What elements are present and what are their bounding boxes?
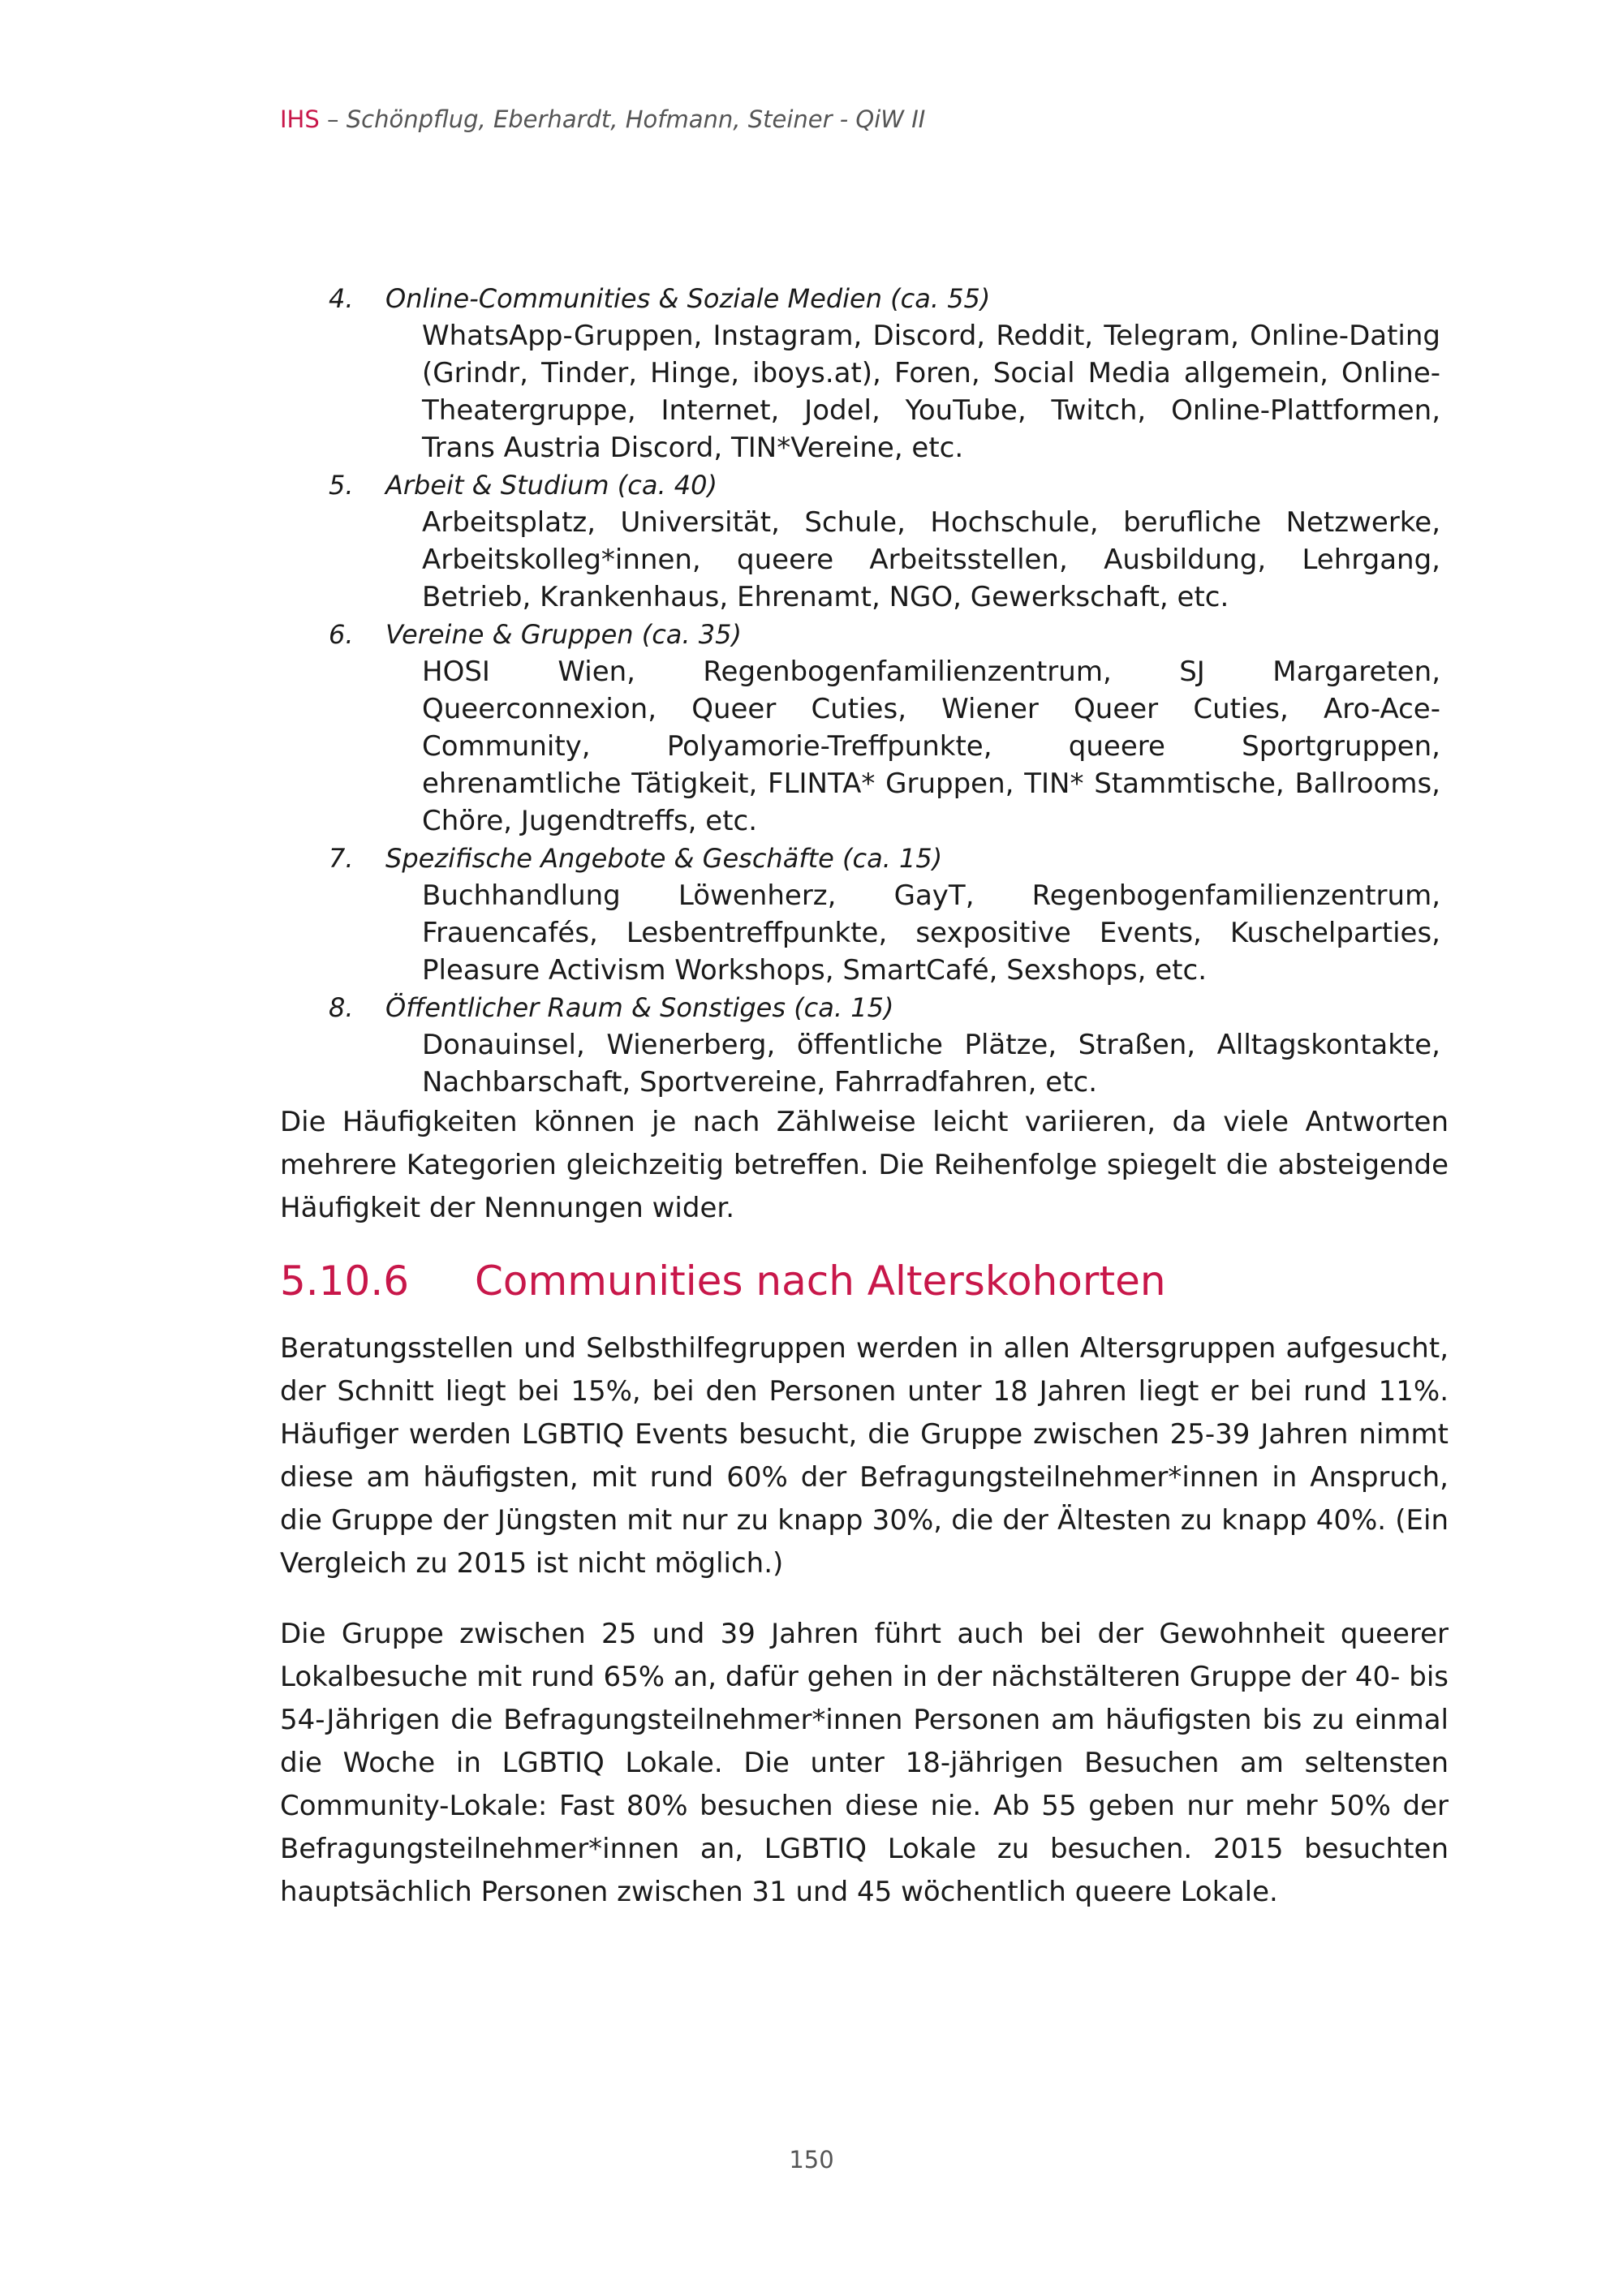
category-heading <box>280 840 1449 877</box>
category-heading <box>280 989 1449 1026</box>
category-heading <box>280 616 1449 653</box>
category-number: 7. <box>329 843 354 874</box>
category-title: Öffentlicher Raum & Sonstiges (ca. 15) <box>385 992 894 1023</box>
category-body: HOSI Wien, Regenbogenfamilienzentrum, SJ Margareten, Queerconnexion, Queer Cuties, Wiener Queer Cuties, Aro-Ace-Community, Polyamorie-Treffpunkte, queere Sportgruppen, ehrenamtliche Tätigkeit, FLINTA* Gruppen, TIN* Stammtische, Ballrooms, Chöre, Jugendtreffs, etc. <box>422 656 1440 837</box>
header-org: IHS <box>280 105 320 133</box>
section-number: 5.10.6 <box>280 1258 410 1305</box>
category-heading <box>280 467 1449 504</box>
category-heading <box>280 280 1449 317</box>
header-separator: – <box>319 105 347 133</box>
category-item <box>280 840 1449 989</box>
category-item <box>280 989 1449 1101</box>
category-number: 5. <box>329 470 354 501</box>
category-title: Vereine & Gruppen (ca. 35) <box>385 619 742 650</box>
section-heading <box>280 1253 1449 1309</box>
category-number: 4. <box>329 283 354 314</box>
category-item <box>280 467 1449 616</box>
category-body: Arbeitsplatz, Universität, Schule, Hochschule, berufliche Netzwerke, Arbeitskolleg*innen, queere Arbeitsstellen, Ausbildung, Lehrgang, Betrieb, Krankenhaus, Ehrenamt, NGO, Gewerkschaft, etc. <box>422 506 1440 613</box>
running-header <box>280 105 925 133</box>
category-title: Online-Communities & Soziale Medien (ca. 55) <box>385 283 991 314</box>
category-item <box>280 280 1449 467</box>
category-number: 8. <box>329 992 354 1023</box>
category-item <box>280 616 1449 840</box>
section-title: Communities nach Alterskohorten <box>475 1258 1166 1305</box>
category-title: Arbeit & Studium (ca. 40) <box>385 470 717 501</box>
header-authors: Schönpflug, Eberhardt, Hofmann, Steiner - QiW II <box>346 105 926 133</box>
category-title: Spezifische Angebote & Geschäfte (ca. 15) <box>385 843 943 874</box>
body-paragraph: Die Gruppe zwischen 25 und 39 Jahren führt auch bei der Gewohnheit queerer Lokalbesuche mit rund 65% an, dafür gehen in der nächstälteren Gruppe der 40- bis 54-Jährigen die Befragungsteilnehmer*innen Personen am häufigsten bis zu einmal die Woche in LGBTIQ Lokale. Die unter 18-jährigen Besuchen am seltensten Community-Lokale: Fast 80% besuchen diese nie. Ab 55 geben nur mehr 50% der Befragungsteilnehmer*innen an, LGBTIQ Lokale zu besuchen. 2015 besuchten hauptsächlich Personen zwischen 31 und 45 wöchentlich queere Lokale. <box>280 1618 1449 1908</box>
page-number: 150 <box>789 2146 834 2173</box>
category-body: WhatsApp-Gruppen, Instagram, Discord, Reddit, Telegram, Online-Dating (Grindr, Tinder, Hinge, iboys.at), Foren, Social Media allgemein, Online-Theatergruppe, Internet, Jodel, YouTube, Twitch, Online-Plattformen, Trans Austria Discord, TIN*Vereine, etc. <box>422 320 1440 464</box>
intro-paragraph: Die Häufigkeiten können je nach Zählweise leicht variieren, da viele Antworten mehrere Kategorien gleichzeitig betreffen. Die Reihenfolge spiegelt die absteigende Häufigkeit der Nennungen wider. <box>280 1106 1449 1224</box>
category-body: Donauinsel, Wienerberg, öffentliche Plätze, Straßen, Alltagskontakte, Nachbarschaft, Sportvereine, Fahrradfahren, etc. <box>422 1029 1440 1099</box>
page-content <box>280 280 1449 1914</box>
category-number: 6. <box>329 619 354 650</box>
body-paragraph: Beratungsstellen und Selbsthilfegruppen werden in allen Altersgruppen aufgesucht, der Schnitt liegt bei 15%, bei den Personen unter 18 Jahren liegt er bei rund 11%. Häufiger werden LGBTIQ Events besucht, die Gruppe zwischen 25-39 Jahren nimmt diese am häufigsten, mit rund 60% der Befragungsteilnehmer*innen in Anspruch, die Gruppe der Jüngsten mit nur zu knapp 30%, die der Ältesten zu knapp 40%. (Ein Vergleich zu 2015 ist nicht möglich.) <box>280 1332 1449 1580</box>
category-body: Buchhandlung Löwenherz, GayT, Regenbogenfamilienzentrum, Frauencafés, Lesbentreffpunkte, sexpositive Events, Kuschelparties, Pleasure Activism Workshops, SmartCafé, Sexshops, etc. <box>422 879 1440 987</box>
